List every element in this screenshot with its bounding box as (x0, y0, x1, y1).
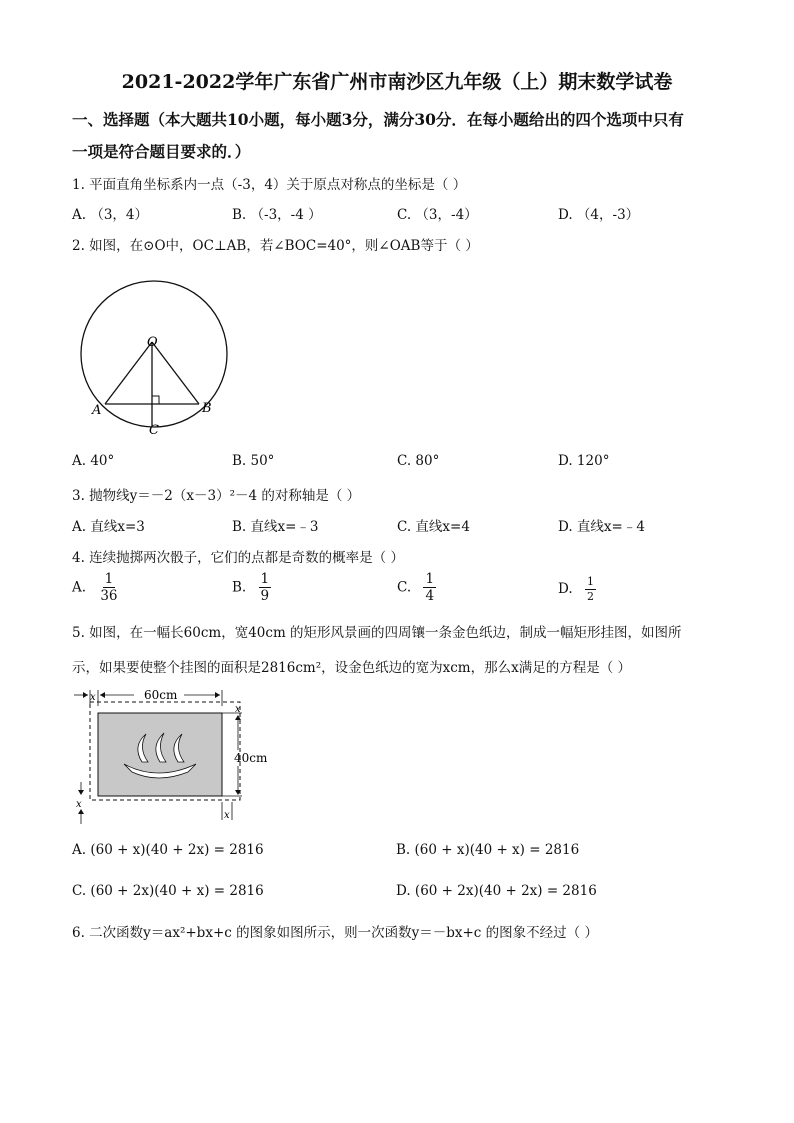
option-a: A. 直线x=3 (72, 519, 145, 535)
option-b (232, 572, 271, 603)
section-heading-line1: 一、选择题（本大题共10小题，每小题3分，满分30分．在每小题给出的四个选项中只有 (72, 110, 684, 129)
question-1-options (72, 203, 732, 229)
label-x-left: x (76, 799, 82, 810)
question-5-option-b: B. (60 + x)(40 + x) = 2816 (396, 842, 580, 858)
fraction-1-4 (423, 572, 436, 603)
question-4-options (72, 572, 732, 612)
label-40cm: 40cm (234, 751, 268, 765)
label-x-bottom: x (224, 810, 230, 821)
option-b: B. （-3，-4 ） (232, 207, 322, 223)
label-x-right: x (235, 704, 241, 715)
denominator: 2 (586, 589, 594, 603)
denominator: 36 (100, 588, 118, 605)
label-60cm: 60cm (144, 688, 178, 702)
segment-ob (152, 342, 199, 404)
page-title: 2021-2022学年广东省广州市南沙区九年级（上）期末数学试卷 (121, 71, 673, 93)
question-5-option-c: C. (60 + 2x)(40 + x) = 2816 (72, 883, 264, 899)
question-2-stem: 2. 如图，在⊙O中，OC⊥AB，若∠BOC=40°，则∠OAB等于（ ） (72, 238, 479, 254)
option-a-letter: A. (72, 579, 87, 596)
option-c: C. （3，-4） (397, 207, 478, 223)
numerator: 1 (425, 571, 435, 587)
arrow-head (100, 692, 105, 698)
denominator: 9 (260, 588, 270, 605)
frame-figure (72, 686, 282, 826)
question-5-stem-line2: 示，如果要使整个挂图的面积是2816cm²，设金色纸边的宽为xcm，那么x满足的方程是（ ） (72, 660, 632, 676)
label-b: B (202, 401, 212, 416)
numerator: 1 (104, 571, 114, 587)
option-d: D. （4，-3） (558, 207, 640, 223)
numerator: 1 (260, 571, 270, 587)
fraction-1-36 (98, 572, 119, 603)
option-d (558, 576, 596, 602)
segment-oa (105, 342, 152, 404)
option-a: A. 40° (72, 453, 115, 469)
option-d: D. 120° (558, 453, 610, 469)
right-angle-mark (152, 396, 159, 404)
option-a: A. （3，4） (72, 207, 149, 223)
option-d-letter: D. (558, 581, 573, 598)
question-4-stem: 4. 连续抛掷两次骰子，它们的点都是奇数的概率是（ ） (72, 550, 404, 566)
circle-figure (72, 268, 242, 443)
option-c-letter: C. (397, 579, 412, 596)
question-6-stem: 6. 二次函数y＝ax²+bx+c 的图象如图所示，则一次函数y＝－bx+c 的图象不经过（ ） (72, 925, 598, 941)
arrow-head (78, 790, 84, 795)
question-5-stem-line1: 5. 如图，在一幅长60cm，宽40cm 的矩形风景画的四周镶一条金色纸边，制成一幅矩形挂图，如图所 (72, 625, 682, 641)
option-a (72, 572, 120, 603)
option-c: C. 直线x=4 (397, 519, 470, 535)
label-x-top: x (90, 692, 96, 703)
question-5-option-d: D. (60 + 2x)(40 + 2x) = 2816 (396, 883, 597, 899)
option-b: B. 直线x=﹣3 (232, 519, 319, 535)
label-c: C (149, 423, 159, 438)
option-b: B. 50° (232, 453, 275, 469)
question-3-options (72, 515, 732, 541)
numerator: 1 (586, 575, 594, 588)
label-o: O (147, 335, 158, 350)
question-3-stem: 3. 抛物线y＝－2（x－3）²－4 的对称轴是（ ） (72, 488, 361, 504)
arrow-head (83, 692, 88, 698)
question-1-stem: 1. 平面直角坐标系内一点（-3，4）关于原点对称点的坐标是（ ） (72, 177, 467, 193)
denominator: 4 (425, 588, 435, 605)
question-5-option-a: A. (60 + x)(40 + 2x) = 2816 (72, 842, 264, 858)
option-c: C. 80° (397, 453, 440, 469)
fraction-1-9 (259, 572, 272, 603)
option-d: D. 直线x=﹣4 (558, 519, 645, 535)
section-heading-line2: 一项是符合题目要求的．） (72, 142, 251, 161)
fraction-1-2 (585, 576, 596, 602)
question-2-options (72, 453, 732, 479)
option-b-letter: B. (232, 579, 247, 596)
label-a: A (92, 403, 102, 418)
option-c (397, 572, 436, 603)
arrow-head (215, 692, 220, 698)
